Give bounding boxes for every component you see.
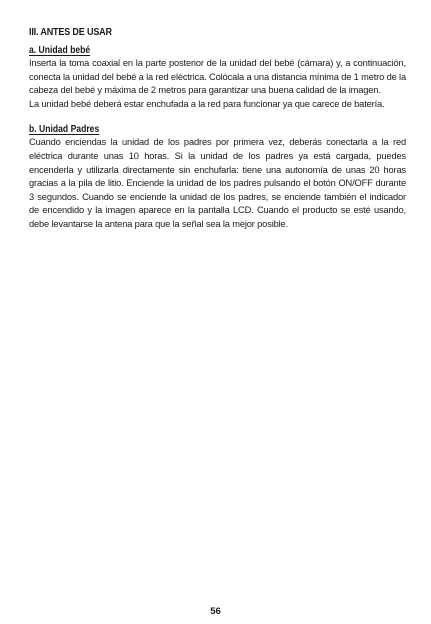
subsection-unidad-padres [29,123,406,231]
page-number: 56 [210,606,221,617]
paragraph: Cuando enciendas la unidad de los padres por primera vez, deberás conectarla a la red eléctrica durante unas 10 horas. Si la unidad de los padres ya está cargada, puedes encenderla y utilizarla directamente sin enchufarla: tiene una autonomía de unas 20 horas gracias a la pila de litio. Enciende la unidad de los padres pulsando el botón ON/OFF durante 3 segundos. Cuando se enciende la unidad de los padres, se enciende también el indicador de encendido y la imagen aparece en la pantalla LCD. Cuando el producto se esté usando, debe levantarse la antena para que la señal sea la mejor posible. [29,137,406,229]
paragraph: Inserta la toma coaxial en la parte posterior de la unidad del bebé (cámara) y, a continuación, conecta la unidad del bebé a la red eléctrica. Colócala a una distancia mínima de 1 metro de la cabeza del bebé y máxima de 2 metros para garantizar una buena calidad de la imagen. [29,58,406,96]
document-page [29,26,406,232]
subsection-unidad-bebe [29,44,406,111]
paragraph: La unidad bebé deberá estar enchufada a la red para funcionar ya que carece de batería. [29,98,385,109]
subsection-title: a. Unidad bebé [29,45,91,56]
subsection-title: b. Unidad Padres [29,124,100,136]
section-title: III. ANTES DE USAR [29,26,112,38]
